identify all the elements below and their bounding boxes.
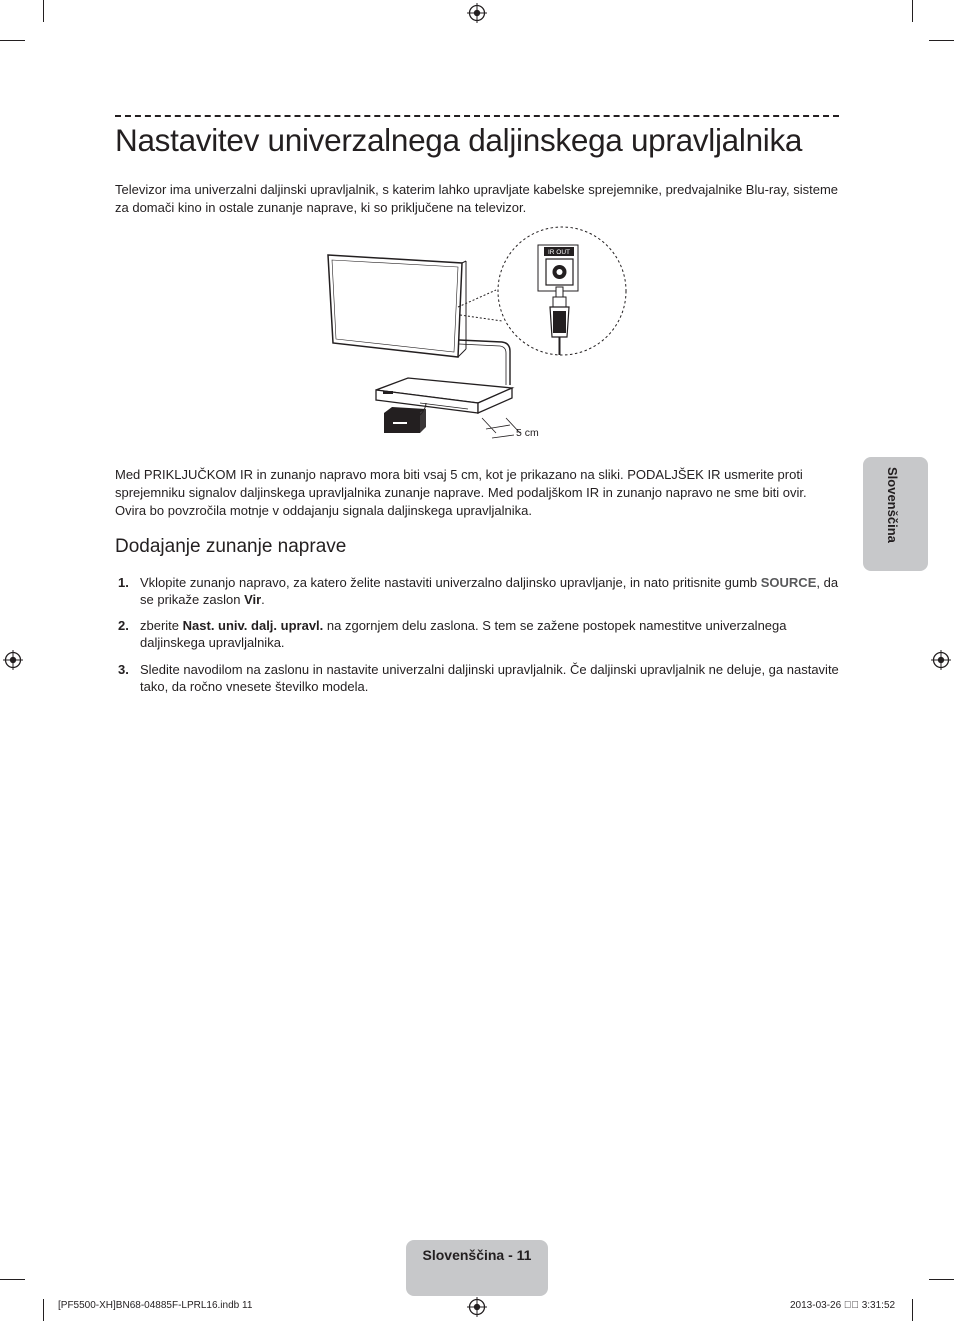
language-side-tab bbox=[863, 457, 928, 571]
tv-screen-icon bbox=[328, 255, 466, 357]
menu-option-label: Nast. univ. dalj. upravl. bbox=[182, 618, 324, 633]
vir-screen-label: Vir bbox=[244, 592, 262, 607]
print-file-info: [PF5500-XH]BN68-04885F-LPRL16.indb 11 bbox=[58, 1300, 253, 1311]
step-3 bbox=[115, 661, 839, 695]
crop-mark bbox=[912, 0, 913, 22]
crop-mark bbox=[43, 1299, 44, 1321]
source-button-label: SOURCE bbox=[760, 575, 817, 590]
crop-mark bbox=[929, 40, 954, 41]
registration-mark-icon bbox=[3, 650, 23, 670]
distance-label: 5 cm bbox=[516, 427, 539, 439]
ir-out-zoom-callout bbox=[458, 227, 626, 355]
step-number: 2. bbox=[118, 618, 129, 633]
language-side-tab-label: Slovenščina bbox=[885, 467, 900, 543]
title-divider bbox=[115, 115, 839, 117]
step-number: 3. bbox=[118, 662, 129, 677]
step-1 bbox=[115, 574, 839, 608]
registration-mark-icon bbox=[931, 650, 951, 670]
crop-mark bbox=[0, 1279, 25, 1280]
ir-extender-illustration bbox=[320, 225, 630, 445]
print-timestamp: 2013-03-26 ￿￿ 3:31:52 bbox=[790, 1300, 896, 1311]
crop-mark bbox=[43, 0, 44, 22]
crop-mark bbox=[0, 40, 25, 41]
step-text: Vklopite zunanjo napravo, za katero želite nastaviti univerzalno daljinsko upravljanje, in nato pritisnite gumb SOURCE, da se prikaže zaslon Vir. bbox=[140, 575, 839, 607]
crop-mark bbox=[912, 1299, 913, 1321]
ir-distance-note: Med PRIKLJUČKOM IR in zunanjo napravo mora biti vsaj 5 cm, kot je prikazano na sliki. PODALJŠEK IR usmerite proti sprejemniku signalov daljinskega upravljalnika zunanje naprave. Med podaljškom IR in zunanjo napravo ne sme biti ovir. Ovira bo povzročila motnje v oddajanju signala daljinskega upravljalnika. bbox=[115, 467, 807, 518]
ir-out-label: IR OUT bbox=[547, 249, 571, 256]
ir-extender-icon bbox=[384, 407, 426, 433]
intro-paragraph: Televizor ima univerzalni daljinski upravljalnik, s katerim lahko upravljate kabelske sprejemnike, predvajalnike Blu-ray, sisteme za domači kino in ostale zunanje naprave, ki so priključene na televizor. bbox=[115, 182, 839, 215]
step-2 bbox=[115, 617, 839, 651]
page-number-label: Slovenščina - 11 bbox=[422, 1247, 532, 1263]
step-text: zberite Nast. univ. dalj. upravl. na zgornjem delu zaslona. S tem se zažene postopek namestitve univerzalnega daljinskega upravljalnika. bbox=[140, 618, 787, 650]
registration-mark-icon bbox=[467, 1297, 487, 1317]
step-number: 1. bbox=[118, 575, 129, 590]
crop-mark bbox=[929, 1279, 954, 1280]
section-subheading: Dodajanje zunanje naprave bbox=[115, 536, 347, 557]
step-text: Sledite navodilom na zaslonu in nastavite univerzalni daljinski upravljalnik. Če daljinski upravljalnik ne deluje, ga nastavite tako, da ročno vnesete številko modela. bbox=[140, 662, 839, 694]
registration-mark-icon bbox=[467, 3, 487, 23]
page-number-tab bbox=[406, 1240, 548, 1296]
page-title: Nastavitev univerzalnega daljinskega upravljalnika bbox=[115, 122, 803, 158]
